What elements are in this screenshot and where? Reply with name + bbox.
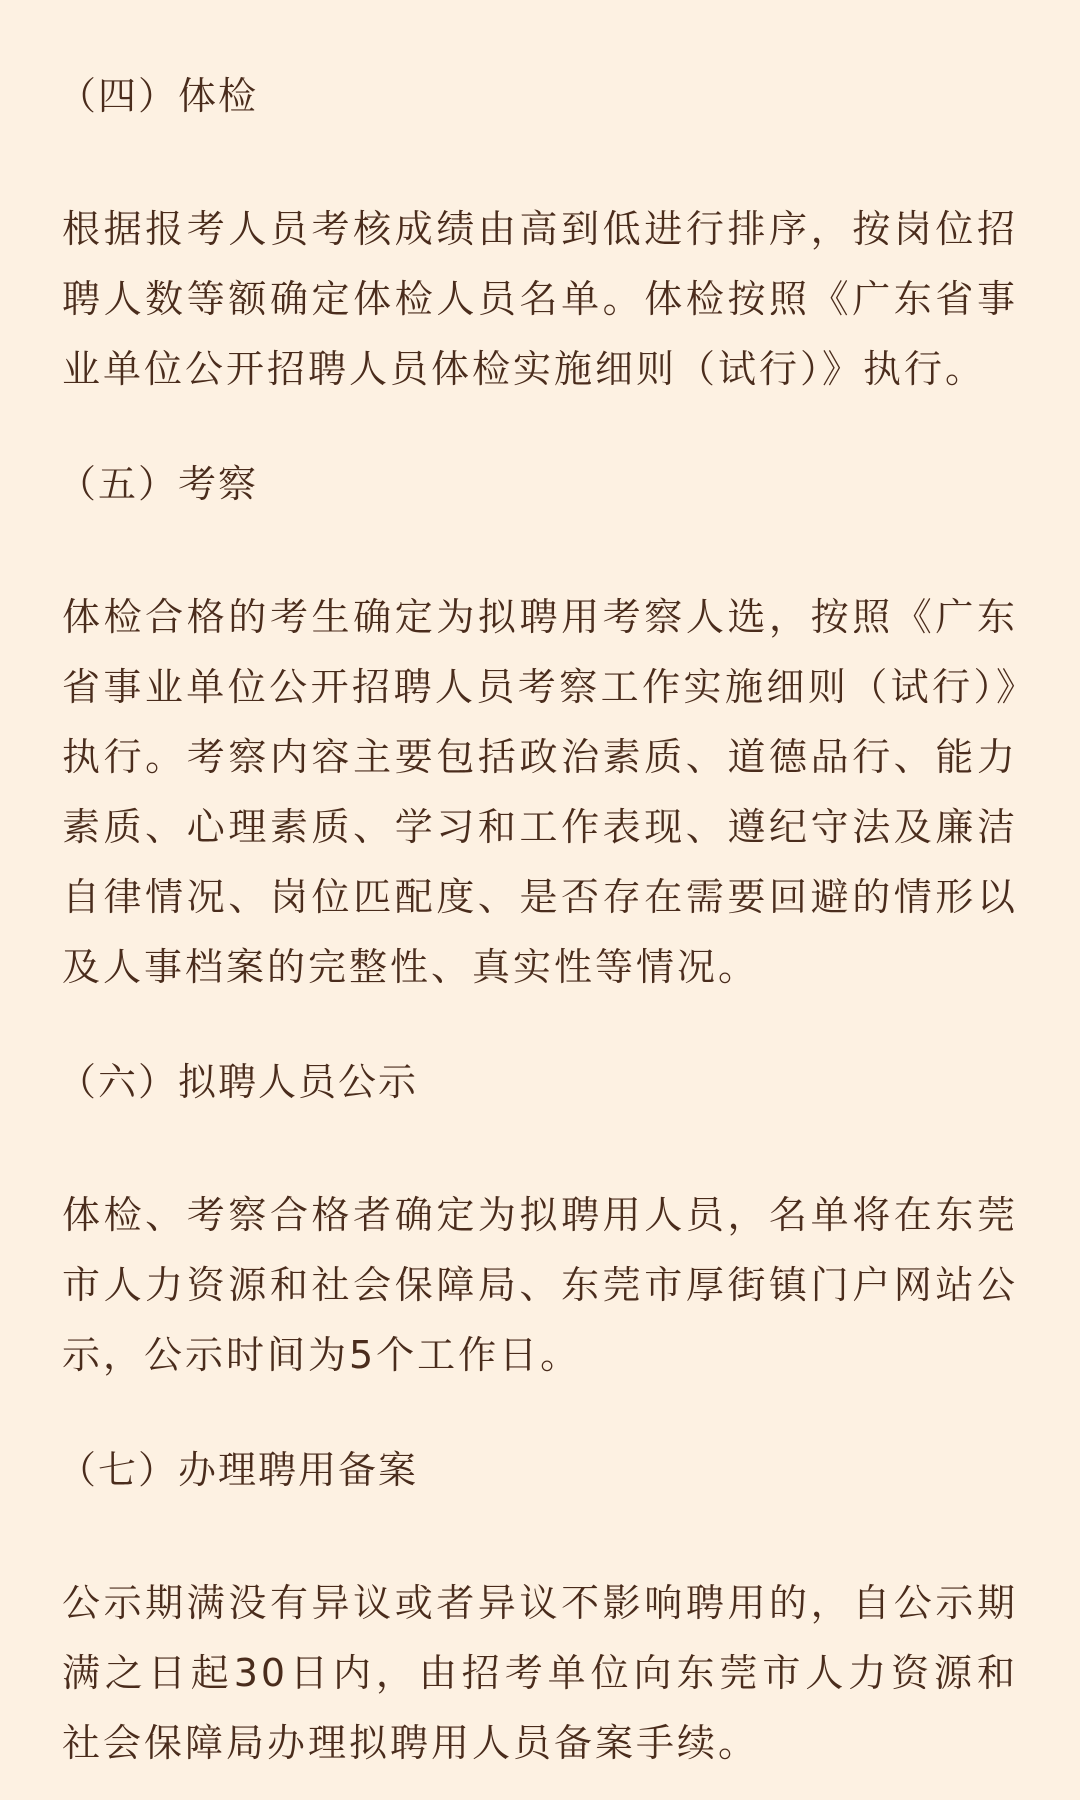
section-body-filing: 公示期满没有异议或者异议不影响聘用的，自公示期满之日起30日内，由招考单位向东莞市人力资源和社会保障局办理拟聘用人员备案手续。 [62, 1581, 1018, 1765]
section-heading-physical-exam: （四）体检 [58, 74, 259, 118]
section-heading-inspection: （五）考察 [58, 462, 259, 506]
section-body-physical-exam: 根据报考人员考核成绩由高到低进行排序，按岗位招聘人数等额确定体检人员名单。体检按照《广东省事业单位公开招聘人员体检实施细则（试行）》执行。 [62, 207, 1018, 391]
section-body-inspection: 体检合格的考生确定为拟聘用考察人选，按照《广东省事业单位公开招聘人员考察工作实施细则（试行）》执行。考察内容主要包括政治素质、道德品行、能力素质、心理素质、学习和工作表现、遵纪守法及廉洁自律情况、岗位匹配度、是否存在需要回避的情形以及人事档案的完整性、真实性等情况。 [62, 595, 1018, 989]
section-body-publicity: 体检、考察合格者确定为拟聘用人员，名单将在东莞市人力资源和社会保障局、东莞市厚街镇门户网站公示，公示时间为5个工作日。 [62, 1193, 1018, 1377]
section-heading-publicity: （六）拟聘人员公示 [58, 1060, 419, 1104]
section-heading-filing: （七）办理聘用备案 [58, 1448, 419, 1492]
